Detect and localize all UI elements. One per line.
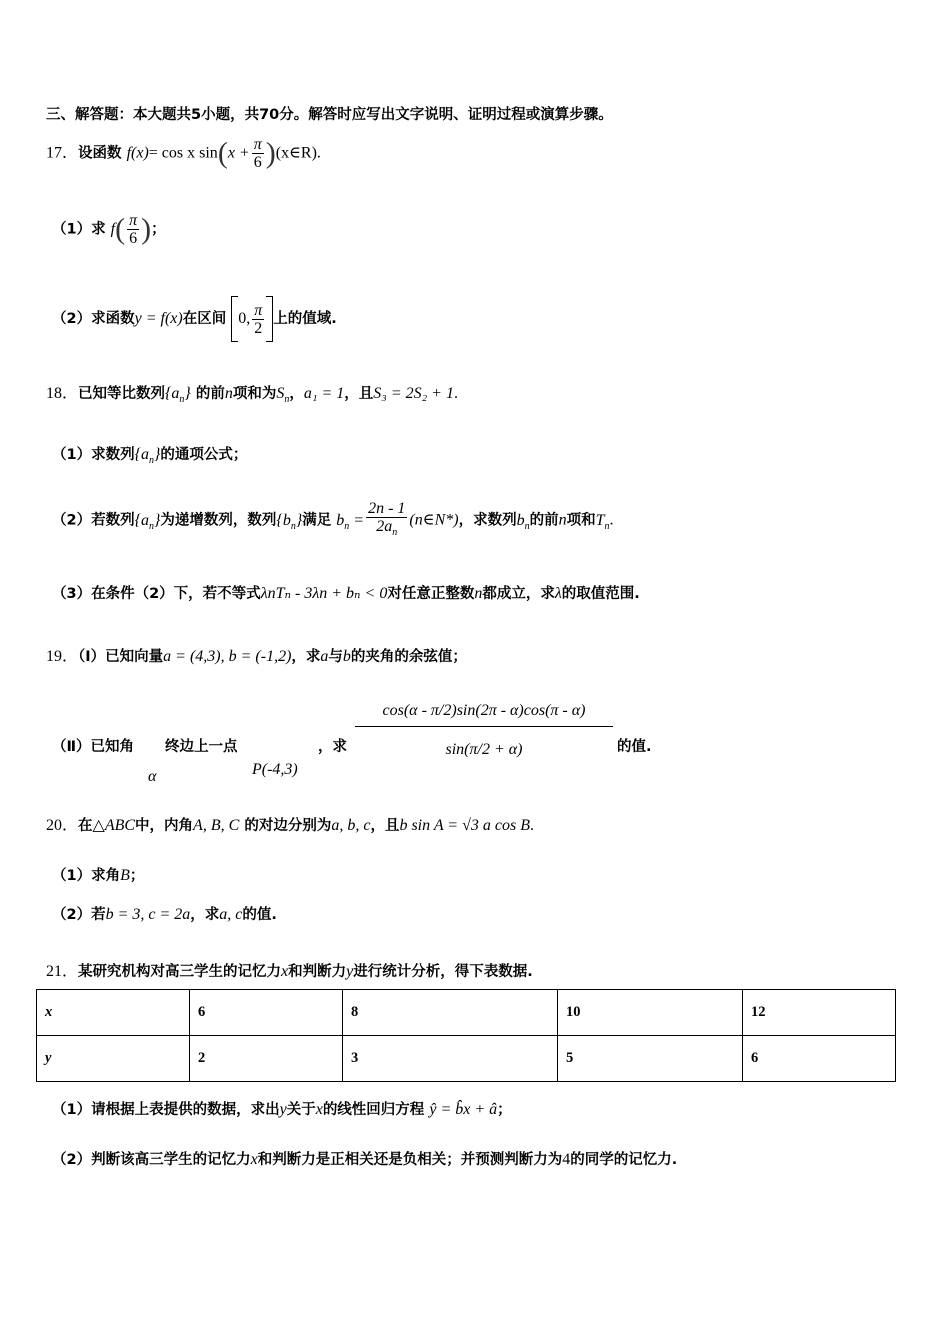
q21-p2-four: 4 — [562, 1151, 571, 1168]
q18-p2-t4: 的前 — [529, 512, 559, 529]
seq-bn: $\{b_n\}$ — [276, 511, 303, 532]
tn-symbol: $T_n$ — [595, 511, 610, 532]
q19-p2-t2: ，求 — [318, 739, 347, 755]
table-row — [37, 1036, 896, 1082]
q18-part2 — [52, 500, 613, 541]
frac-den: 2 — [254, 319, 263, 337]
table-cell: 2 — [190, 1036, 343, 1082]
q18-t1: 的前 — [195, 386, 225, 402]
q18-p2-t5: 项和 — [566, 512, 596, 529]
pi-over-two — [252, 302, 264, 337]
q20-p2-cond: b = 3, c = 2a — [105, 906, 191, 923]
table-cell: 6 — [743, 1036, 896, 1082]
var-y: y — [346, 963, 354, 980]
q18-n: n — [224, 385, 233, 402]
q20-p1-B: B — [120, 867, 130, 884]
q21-number: 21． — [46, 963, 79, 980]
q19-p2-t1: 终边上一点 — [165, 739, 238, 755]
frac-den: $2a_n$ — [376, 518, 398, 539]
bn-symbol: $b_n$ — [516, 511, 530, 532]
q17-func-rhs: = cos x sin — [148, 144, 218, 162]
q18-part3 — [52, 582, 640, 603]
vector-a: a — [320, 648, 329, 665]
q17-p2-mid: 在区间 — [182, 311, 227, 327]
pi-over-six — [127, 212, 139, 247]
q17-p1-label: （1）求 — [52, 221, 106, 238]
var-x: x — [250, 1151, 258, 1168]
right-paren: ) — [265, 136, 276, 170]
q17-p1-f: f — [110, 220, 116, 238]
q19-p2-end: 的值. — [617, 739, 652, 755]
pi-over-six — [252, 136, 264, 171]
q20-sides: a, b, c — [331, 817, 371, 834]
q18-p3-end: 的取值范围. — [561, 586, 640, 602]
q19-t1: ，求 — [291, 649, 321, 665]
vector-b: b — [342, 648, 351, 665]
q18-a1: a₁ = 1 — [303, 385, 345, 402]
right-paren: ) — [141, 212, 152, 246]
bn-symbol: $b_n$ = — [336, 511, 365, 532]
q17-domain: (x∈R) — [275, 144, 317, 162]
q21-p2-end: 的同学的记忆力. — [570, 1152, 678, 1168]
q17-func-lhs: f(x) — [126, 144, 149, 162]
frac-den: 6 — [253, 154, 262, 171]
q18-p1-label: （1）求数列 — [52, 447, 135, 463]
q18-p3-ineq: λnTₙ - 3λn + bₙ < 0 — [260, 585, 388, 602]
q19-t2: 与 — [328, 649, 343, 665]
seq-an: $\{a_n\}$ — [134, 511, 161, 532]
q21-p1-t2: 的线性回归方程 — [322, 1102, 425, 1118]
q18-p1-end: 的通项公式； — [160, 447, 248, 463]
table-cell: 12 — [743, 990, 896, 1036]
q18-intro: 已知等比数列 — [78, 386, 166, 402]
table-cell: y — [37, 1036, 190, 1082]
q19-p1-label: （Ⅰ）已知向量 — [78, 649, 164, 665]
q20-p2-ac: a, c — [219, 906, 243, 923]
q19-alpha: α — [148, 768, 157, 785]
seq-an: $\{a_n\}$ — [165, 385, 191, 406]
q17-p1-end: ； — [151, 221, 166, 238]
q19-number: 19． — [46, 648, 79, 665]
q20-stem — [46, 812, 534, 835]
bn-fraction — [366, 500, 407, 541]
q17-p2-label: （2）求函数 — [52, 311, 135, 327]
table-cell: 3 — [343, 1036, 558, 1082]
q18-n: n — [558, 511, 567, 529]
table-cell: 6 — [190, 990, 343, 1036]
q20-p2-t1: ，求 — [190, 907, 220, 923]
q17-p2-func: y = f(x) — [134, 310, 183, 327]
var-y: y — [279, 1101, 287, 1118]
frac-num: π — [129, 212, 138, 229]
q18-p2-t2: 满足 — [302, 512, 332, 529]
q19-fraction — [355, 702, 613, 759]
q20-part1 — [52, 864, 144, 885]
q20-eq: b sin A = √3 a cos B — [399, 817, 530, 834]
q17-number: 17． — [46, 144, 79, 162]
table-cell: 5 — [558, 1036, 743, 1082]
q17-stem — [46, 136, 321, 171]
q21-p1-t1: 关于 — [286, 1102, 316, 1118]
q18-number: 18． — [46, 385, 79, 402]
seq-sn: $S_n$ — [276, 385, 290, 406]
q21-p2-label: （2）判断该高三学生的记忆力 — [52, 1152, 251, 1168]
var-x: x — [281, 963, 289, 980]
q20-part2 — [52, 903, 277, 924]
q18-p3-label: （3）在条件（2）下，若不等式 — [52, 586, 261, 602]
q20-p1-label: （1）求角 — [52, 868, 121, 884]
q19-denominator: sin(π/2 + α) — [445, 741, 523, 758]
lambda-symbol: λ — [554, 585, 562, 602]
q18-p2-cond: (n∈N*) — [409, 511, 459, 529]
q19-point: P(-4,3) — [252, 761, 298, 778]
q21-stem — [46, 958, 533, 981]
regression-eq: ŷ = b̂x + â — [429, 1101, 498, 1118]
q18-n: n — [474, 585, 483, 602]
q19-numerator: cos(α - π/2)sin(2π - α)cos(π - α) — [355, 702, 613, 727]
q19-vectors: a = (4,3), b = (-1,2) — [163, 648, 292, 665]
q21-p2-t1: 和判断力是正相关还是负相关；并预测判断力为 — [257, 1152, 563, 1168]
q20-angles: A, B, C — [193, 817, 240, 834]
q18-stem — [46, 380, 458, 405]
q18-p2-t1: 为递增数列，数列 — [160, 512, 277, 529]
q17-interval-left: 0, — [238, 310, 251, 327]
q20-triangle: △ABC — [92, 817, 136, 834]
table-row — [37, 990, 896, 1036]
q17-intro: 设函数 — [78, 145, 122, 162]
seq-an: $\{a_n\}$ — [134, 446, 161, 467]
q20-end: . — [529, 817, 534, 834]
frac-num: π — [253, 136, 262, 153]
q18-p3-t1: 对任意正整数 — [387, 586, 475, 602]
q18-p2-end: . — [609, 511, 614, 529]
q17-part1 — [52, 212, 166, 247]
q21-part2 — [52, 1148, 677, 1169]
q21-part1 — [52, 1098, 512, 1119]
frac-num: π — [254, 301, 263, 319]
q20-p2-end: 的值. — [242, 907, 277, 923]
section-heading: 三、解答题：本大题共5小题，共70分。解答时应写出文字说明、证明过程或演算步骤。 — [46, 107, 613, 123]
table-cell: 8 — [343, 990, 558, 1036]
q17-func-inner: x + — [227, 144, 250, 162]
q20-t1: 在 — [78, 818, 93, 834]
q21-intro-1: 某研究机构对高三学生的记忆力 — [78, 964, 282, 980]
q20-t3: 的对边分别为 — [244, 818, 332, 834]
q18-comma: ， — [289, 386, 304, 402]
table-cell: x — [37, 990, 190, 1036]
q20-t2: 中，内角 — [135, 818, 194, 834]
left-paren: ( — [115, 212, 126, 246]
q20-p2-label: （2）若 — [52, 907, 106, 923]
q18-t2: 项和为 — [232, 386, 277, 402]
q21-p1-end: ； — [497, 1102, 512, 1118]
q21-p1-label: （1）请根据上表提供的数据，求出 — [52, 1102, 280, 1118]
q20-p1-end: ； — [129, 868, 145, 884]
table-cell: 10 — [558, 990, 743, 1036]
q18-p2-t3: ，求数列 — [458, 512, 517, 529]
q18-p3-t2: 都成立，求 — [482, 586, 555, 602]
q18-part1 — [52, 443, 247, 466]
left-paren: ( — [217, 136, 228, 170]
q18-s3: S₃ = 2S₂ + 1 — [373, 385, 454, 402]
q19-part1 — [46, 643, 467, 666]
frac-num: 2n - 1 — [368, 500, 406, 517]
q17-p2-end: 上的值域. — [273, 311, 337, 327]
q17-end: . — [316, 144, 321, 162]
q18-end: . — [453, 385, 458, 402]
q17-part2 — [52, 296, 337, 342]
q18-t3: ，且 — [344, 386, 374, 402]
q19-t3: 的夹角的余弦值； — [350, 649, 467, 665]
q18-p2-label: （2）若数列 — [52, 512, 135, 529]
var-x: x — [315, 1101, 323, 1118]
q19-p2-label: （Ⅱ）已知角 — [52, 739, 135, 755]
data-table — [36, 989, 896, 1082]
q21-intro-2: 和判断力 — [288, 964, 347, 980]
q20-t4: ，且 — [370, 818, 400, 834]
q21-intro-3: 进行统计分析，得下表数据. — [353, 964, 533, 980]
frac-den: 6 — [129, 230, 138, 247]
q20-number: 20． — [46, 817, 79, 834]
